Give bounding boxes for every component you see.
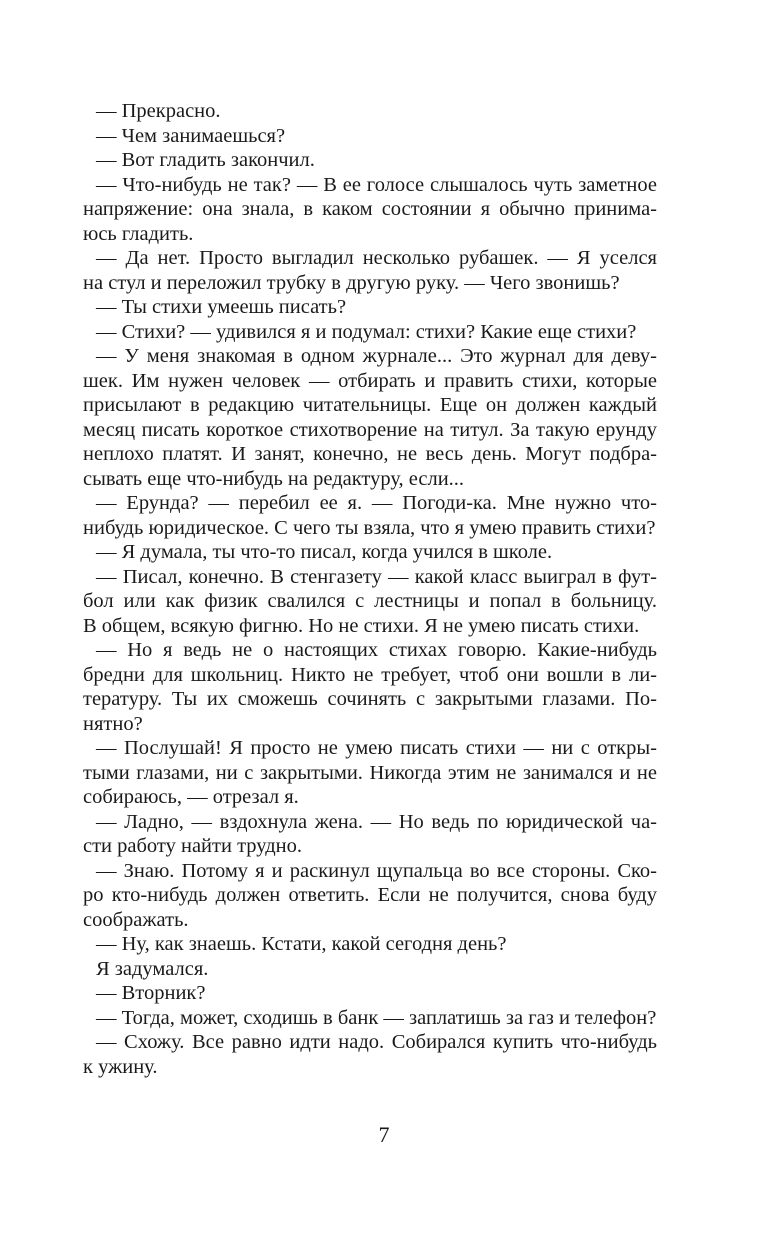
text-line: — Послушай! Я просто не умею писать стихи — ни с откры- (96, 737, 657, 759)
paragraph (83, 1030, 657, 1079)
paragraph (83, 810, 657, 859)
paragraph (83, 932, 657, 957)
text-line: — Чем занимаешься? (96, 124, 286, 147)
text-line: шек. Им нужен человек — отбирать и править стихи, которые (83, 369, 657, 392)
text-line: — Стихи? — удивился я и подумал: стихи? Какие еще стихи? (96, 320, 637, 343)
paragraph (83, 295, 657, 320)
text-line: присылают в редакцию читательницы. Еще он должен каждый (83, 394, 657, 416)
text-line: тературу. Ты их сможешь сочинять с закрытыми глазами. По- (83, 688, 657, 710)
text-line: нятно? (83, 712, 143, 735)
text-line: Я задумался. (96, 957, 209, 980)
book-text (83, 99, 657, 1079)
paragraph (83, 491, 657, 540)
text-line: — Вторник? (96, 982, 206, 1004)
text-line: сывать еще что-нибудь на редактуру, если... (83, 467, 465, 490)
paragraph (83, 565, 657, 639)
paragraph (83, 173, 657, 247)
paragraph (83, 148, 657, 173)
text-line: — Что-нибудь не так? — В ее голосе слышалось чуть заметное (96, 173, 657, 196)
text-line: бол или как физик свалился с лестницы и попал в больницу. (83, 590, 657, 612)
text-line: на стул и переложил трубку в другую руку. — Чего звонишь? (83, 271, 620, 294)
text-line: тыми глазами, ни с закрытыми. Никогда этим не занимался и не (83, 761, 657, 784)
page-number: 7 (378, 1122, 390, 1147)
text-line: — Прекрасно. (96, 100, 221, 122)
text-line: — Но я ведь не о настоящих стихах говорю. Какие-нибудь (96, 639, 657, 661)
text-line: — Да нет. Просто выгладил несколько рубашек. — Я уселся (96, 247, 657, 269)
text-line: В общем, всякую фигню. Но не стихи. Я не умею писать стихи. (83, 614, 640, 637)
paragraph (83, 736, 657, 810)
paragraph (83, 124, 657, 149)
paragraph (83, 99, 657, 124)
text-line: — Ну, как знаешь. Кстати, какой сегодня день? (96, 933, 507, 955)
text-line: бредни для школьниц. Никто не требует, чтоб они вошли в ли- (83, 663, 657, 686)
text-line: — Писал, конечно. В стенгазету — какой класс выиграл в фут- (96, 565, 657, 588)
paragraph (83, 1006, 657, 1031)
text-line: к ужину. (83, 1055, 158, 1078)
paragraph (83, 246, 657, 295)
text-line: — Схожу. Все равно идти надо. Собирался купить что-нибудь (96, 1031, 657, 1053)
paragraph (83, 981, 657, 1006)
text-line: — Я думала, ты что-то писал, когда учился в школе. (96, 541, 553, 563)
text-line: месяц писать короткое стихотворение на титул. За такую ерунду (83, 418, 657, 441)
text-line: — Ладно, — вздохнула жена. — Но ведь по юридической ча- (96, 810, 657, 833)
text-line: напряжение: она знала, в каком состоянии я обычно принима- (83, 198, 657, 220)
text-line: неплохо платят. И занят, конечно, не весь день. Могут подбра- (83, 443, 657, 465)
text-line: — Ты стихи умеешь писать? (96, 296, 347, 318)
text-line: собираюсь, — отрезал я. (83, 786, 299, 808)
text-line: сти работу найти трудно. (83, 835, 302, 857)
text-line: ро кто-нибудь должен ответить. Если не получится, снова буду (83, 884, 657, 906)
paragraph (83, 344, 657, 491)
paragraph (83, 638, 657, 736)
text-line: — Вот гладить закончил. (96, 149, 315, 171)
text-line: — Тогда, может, сходишь в банк — заплатишь за газ и телефон? (96, 1006, 657, 1029)
text-line: — Ерунда? — перебил ее я. — Погоди-ка. Мне нужно что- (96, 492, 657, 514)
paragraph (83, 320, 657, 345)
text-line: — Знаю. Потому я и раскинул щупальца во все стороны. Ско- (96, 859, 657, 882)
text-line: юсь гладить. (83, 222, 194, 245)
paragraph (83, 957, 657, 982)
text-line: нибудь юридическое. С чего ты взяла, что я умею править стихи? (83, 516, 656, 539)
paragraph (83, 540, 657, 565)
paragraph (83, 859, 657, 933)
text-line: соображать. (83, 908, 189, 931)
text-line: — У меня знакомая в одном журнале... Это журнал для деву- (96, 345, 657, 367)
